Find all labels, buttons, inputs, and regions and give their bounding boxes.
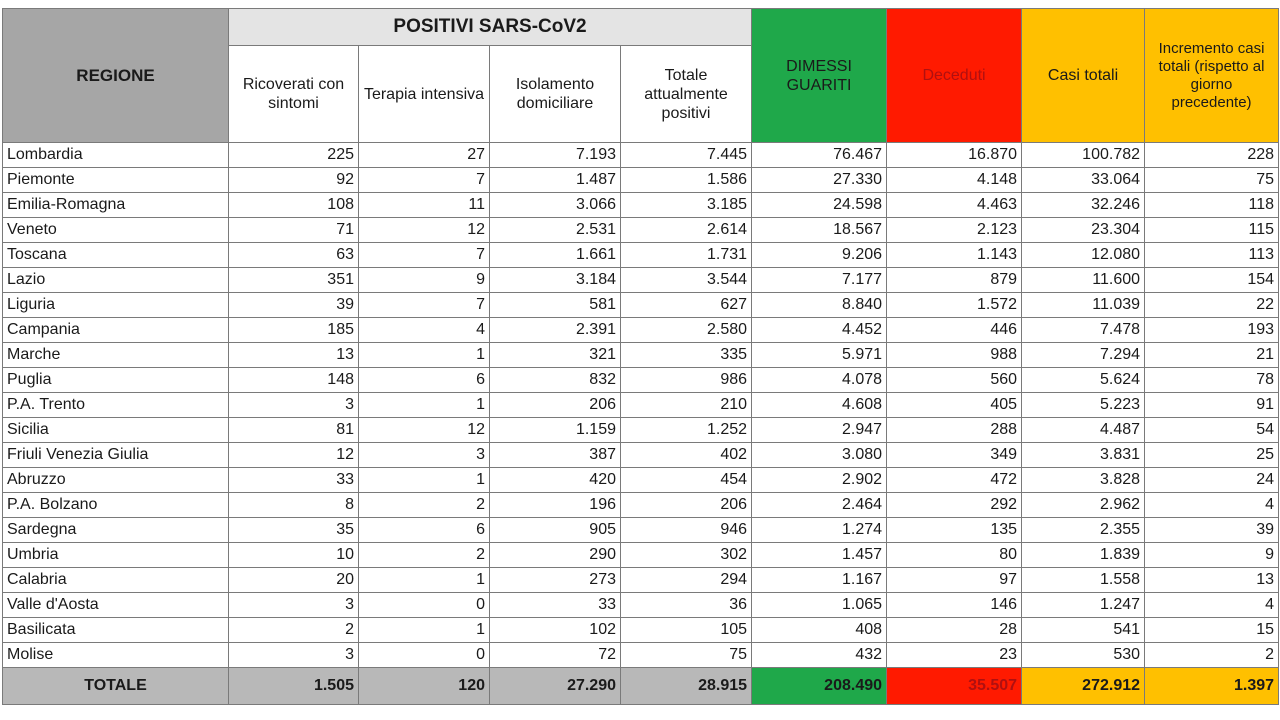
total-isolamento: 27.290 [490, 668, 621, 705]
positivi-cell: 1.252 [621, 418, 752, 443]
header-casi-totali: Casi totali [1022, 9, 1145, 143]
isolamento-cell: 7.193 [490, 143, 621, 168]
region-name: Friuli Venezia Giulia [3, 443, 229, 468]
table-row [3, 493, 1279, 518]
total-dimessi: 208.490 [752, 668, 887, 705]
casi-cell: 7.478 [1022, 318, 1145, 343]
positivi-cell: 986 [621, 368, 752, 393]
ricoverati-cell: 3 [229, 593, 359, 618]
header-positivi-group: POSITIVI SARS-CoV2 [229, 9, 752, 46]
incremento-cell: 39 [1145, 518, 1279, 543]
table-row [3, 318, 1279, 343]
total-terapia: 120 [359, 668, 490, 705]
deceduti-cell: 2.123 [887, 218, 1022, 243]
total-ricoverati: 1.505 [229, 668, 359, 705]
deceduti-cell: 446 [887, 318, 1022, 343]
dimessi-cell: 24.598 [752, 193, 887, 218]
table-row [3, 368, 1279, 393]
isolamento-cell: 581 [490, 293, 621, 318]
table-row [3, 618, 1279, 643]
terapia-cell: 6 [359, 518, 490, 543]
totals-row [3, 668, 1279, 705]
ricoverati-cell: 81 [229, 418, 359, 443]
table-row [3, 518, 1279, 543]
dimessi-cell: 1.274 [752, 518, 887, 543]
ricoverati-cell: 3 [229, 393, 359, 418]
deceduti-cell: 349 [887, 443, 1022, 468]
ricoverati-cell: 351 [229, 268, 359, 293]
isolamento-cell: 321 [490, 343, 621, 368]
dimessi-cell: 432 [752, 643, 887, 668]
region-name: Liguria [3, 293, 229, 318]
terapia-cell: 12 [359, 218, 490, 243]
ricoverati-cell: 8 [229, 493, 359, 518]
table-row [3, 568, 1279, 593]
header-isolamento: Isolamento domiciliare [490, 46, 621, 143]
incremento-cell: 21 [1145, 343, 1279, 368]
deceduti-cell: 1.572 [887, 293, 1022, 318]
ricoverati-cell: 148 [229, 368, 359, 393]
region-name: Campania [3, 318, 229, 343]
incremento-cell: 22 [1145, 293, 1279, 318]
isolamento-cell: 3.184 [490, 268, 621, 293]
incremento-cell: 154 [1145, 268, 1279, 293]
deceduti-cell: 1.143 [887, 243, 1022, 268]
dimessi-cell: 1.065 [752, 593, 887, 618]
total-casi: 272.912 [1022, 668, 1145, 705]
total-positivi: 28.915 [621, 668, 752, 705]
ricoverati-cell: 2 [229, 618, 359, 643]
ricoverati-cell: 33 [229, 468, 359, 493]
terapia-cell: 1 [359, 568, 490, 593]
deceduti-cell: 80 [887, 543, 1022, 568]
positivi-cell: 454 [621, 468, 752, 493]
incremento-cell: 113 [1145, 243, 1279, 268]
dimessi-cell: 2.902 [752, 468, 887, 493]
table-row [3, 343, 1279, 368]
table-row [3, 168, 1279, 193]
isolamento-cell: 1.661 [490, 243, 621, 268]
casi-cell: 2.962 [1022, 493, 1145, 518]
region-name: Piemonte [3, 168, 229, 193]
ricoverati-cell: 39 [229, 293, 359, 318]
dimessi-cell: 5.971 [752, 343, 887, 368]
incremento-cell: 4 [1145, 493, 1279, 518]
header-region: REGIONE [3, 9, 229, 143]
table-body [3, 143, 1279, 668]
deceduti-cell: 97 [887, 568, 1022, 593]
dimessi-cell: 1.457 [752, 543, 887, 568]
positivi-cell: 402 [621, 443, 752, 468]
isolamento-cell: 832 [490, 368, 621, 393]
casi-cell: 541 [1022, 618, 1145, 643]
casi-cell: 530 [1022, 643, 1145, 668]
table-row [3, 143, 1279, 168]
positivi-cell: 627 [621, 293, 752, 318]
table-row [3, 593, 1279, 618]
casi-cell: 11.600 [1022, 268, 1145, 293]
positivi-cell: 3.185 [621, 193, 752, 218]
deceduti-cell: 28 [887, 618, 1022, 643]
isolamento-cell: 1.487 [490, 168, 621, 193]
incremento-cell: 25 [1145, 443, 1279, 468]
region-name: Lombardia [3, 143, 229, 168]
terapia-cell: 1 [359, 343, 490, 368]
dimessi-cell: 76.467 [752, 143, 887, 168]
positivi-cell: 1.586 [621, 168, 752, 193]
casi-cell: 2.355 [1022, 518, 1145, 543]
region-name: Umbria [3, 543, 229, 568]
table-row [3, 218, 1279, 243]
dimessi-cell: 18.567 [752, 218, 887, 243]
region-name: Toscana [3, 243, 229, 268]
positivi-cell: 105 [621, 618, 752, 643]
dimessi-cell: 1.167 [752, 568, 887, 593]
deceduti-cell: 879 [887, 268, 1022, 293]
table-row [3, 243, 1279, 268]
covid-regional-table [2, 8, 1279, 705]
table-row [3, 643, 1279, 668]
terapia-cell: 7 [359, 168, 490, 193]
isolamento-cell: 3.066 [490, 193, 621, 218]
incremento-cell: 13 [1145, 568, 1279, 593]
casi-cell: 5.624 [1022, 368, 1145, 393]
ricoverati-cell: 3 [229, 643, 359, 668]
header-ricoverati: Ricoverati con sintomi [229, 46, 359, 143]
isolamento-cell: 420 [490, 468, 621, 493]
terapia-cell: 9 [359, 268, 490, 293]
incremento-cell: 24 [1145, 468, 1279, 493]
incremento-cell: 193 [1145, 318, 1279, 343]
deceduti-cell: 135 [887, 518, 1022, 543]
casi-cell: 1.558 [1022, 568, 1145, 593]
incremento-cell: 228 [1145, 143, 1279, 168]
deceduti-cell: 23 [887, 643, 1022, 668]
terapia-cell: 27 [359, 143, 490, 168]
header-incremento: Incremento casi totali (rispetto al giorno precedente) [1145, 9, 1279, 143]
terapia-cell: 11 [359, 193, 490, 218]
incremento-cell: 78 [1145, 368, 1279, 393]
ricoverati-cell: 108 [229, 193, 359, 218]
casi-cell: 3.828 [1022, 468, 1145, 493]
deceduti-cell: 16.870 [887, 143, 1022, 168]
total-incremento: 1.397 [1145, 668, 1279, 705]
ricoverati-cell: 20 [229, 568, 359, 593]
region-name: Abruzzo [3, 468, 229, 493]
region-name: Puglia [3, 368, 229, 393]
deceduti-cell: 292 [887, 493, 1022, 518]
casi-cell: 4.487 [1022, 418, 1145, 443]
header-totale-positivi: Totale attualmente positivi [621, 46, 752, 143]
table-row [3, 543, 1279, 568]
terapia-cell: 1 [359, 468, 490, 493]
deceduti-cell: 4.148 [887, 168, 1022, 193]
dimessi-cell: 9.206 [752, 243, 887, 268]
incremento-cell: 54 [1145, 418, 1279, 443]
incremento-cell: 15 [1145, 618, 1279, 643]
casi-cell: 100.782 [1022, 143, 1145, 168]
terapia-cell: 6 [359, 368, 490, 393]
incremento-cell: 118 [1145, 193, 1279, 218]
terapia-cell: 2 [359, 543, 490, 568]
positivi-cell: 206 [621, 493, 752, 518]
casi-cell: 12.080 [1022, 243, 1145, 268]
region-name: Sicilia [3, 418, 229, 443]
dimessi-cell: 408 [752, 618, 887, 643]
casi-cell: 23.304 [1022, 218, 1145, 243]
terapia-cell: 4 [359, 318, 490, 343]
isolamento-cell: 1.159 [490, 418, 621, 443]
casi-cell: 5.223 [1022, 393, 1145, 418]
positivi-cell: 75 [621, 643, 752, 668]
dimessi-cell: 8.840 [752, 293, 887, 318]
region-name: Valle d'Aosta [3, 593, 229, 618]
dimessi-cell: 2.947 [752, 418, 887, 443]
terapia-cell: 1 [359, 393, 490, 418]
positivi-cell: 2.614 [621, 218, 752, 243]
isolamento-cell: 72 [490, 643, 621, 668]
isolamento-cell: 2.531 [490, 218, 621, 243]
dimessi-cell: 4.608 [752, 393, 887, 418]
deceduti-cell: 988 [887, 343, 1022, 368]
region-name: Calabria [3, 568, 229, 593]
total-deceduti: 35.507 [887, 668, 1022, 705]
deceduti-cell: 560 [887, 368, 1022, 393]
deceduti-cell: 288 [887, 418, 1022, 443]
ricoverati-cell: 13 [229, 343, 359, 368]
isolamento-cell: 102 [490, 618, 621, 643]
positivi-cell: 302 [621, 543, 752, 568]
ricoverati-cell: 10 [229, 543, 359, 568]
deceduti-cell: 405 [887, 393, 1022, 418]
terapia-cell: 0 [359, 643, 490, 668]
incremento-cell: 115 [1145, 218, 1279, 243]
ricoverati-cell: 63 [229, 243, 359, 268]
region-name: Molise [3, 643, 229, 668]
positivi-cell: 294 [621, 568, 752, 593]
isolamento-cell: 273 [490, 568, 621, 593]
ricoverati-cell: 35 [229, 518, 359, 543]
isolamento-cell: 387 [490, 443, 621, 468]
terapia-cell: 7 [359, 243, 490, 268]
region-name: P.A. Trento [3, 393, 229, 418]
deceduti-cell: 146 [887, 593, 1022, 618]
ricoverati-cell: 185 [229, 318, 359, 343]
incremento-cell: 91 [1145, 393, 1279, 418]
region-name: Emilia-Romagna [3, 193, 229, 218]
region-name: Lazio [3, 268, 229, 293]
positivi-cell: 210 [621, 393, 752, 418]
region-name: P.A. Bolzano [3, 493, 229, 518]
isolamento-cell: 196 [490, 493, 621, 518]
terapia-cell: 0 [359, 593, 490, 618]
region-name: Marche [3, 343, 229, 368]
casi-cell: 1.247 [1022, 593, 1145, 618]
isolamento-cell: 206 [490, 393, 621, 418]
region-name: Sardegna [3, 518, 229, 543]
casi-cell: 32.246 [1022, 193, 1145, 218]
positivi-cell: 2.580 [621, 318, 752, 343]
ricoverati-cell: 225 [229, 143, 359, 168]
incremento-cell: 75 [1145, 168, 1279, 193]
region-name: Veneto [3, 218, 229, 243]
terapia-cell: 7 [359, 293, 490, 318]
isolamento-cell: 2.391 [490, 318, 621, 343]
incremento-cell: 9 [1145, 543, 1279, 568]
dimessi-cell: 4.078 [752, 368, 887, 393]
table-row [3, 443, 1279, 468]
dimessi-cell: 2.464 [752, 493, 887, 518]
deceduti-cell: 472 [887, 468, 1022, 493]
incremento-cell: 2 [1145, 643, 1279, 668]
dimessi-cell: 27.330 [752, 168, 887, 193]
dimessi-cell: 3.080 [752, 443, 887, 468]
incremento-cell: 4 [1145, 593, 1279, 618]
header-deceduti: Deceduti [887, 9, 1022, 143]
positivi-cell: 36 [621, 593, 752, 618]
isolamento-cell: 905 [490, 518, 621, 543]
ricoverati-cell: 71 [229, 218, 359, 243]
positivi-cell: 7.445 [621, 143, 752, 168]
positivi-cell: 335 [621, 343, 752, 368]
deceduti-cell: 4.463 [887, 193, 1022, 218]
terapia-cell: 12 [359, 418, 490, 443]
dimessi-cell: 7.177 [752, 268, 887, 293]
region-name: Basilicata [3, 618, 229, 643]
casi-cell: 3.831 [1022, 443, 1145, 468]
casi-cell: 7.294 [1022, 343, 1145, 368]
casi-cell: 11.039 [1022, 293, 1145, 318]
table-row [3, 418, 1279, 443]
positivi-cell: 3.544 [621, 268, 752, 293]
terapia-cell: 2 [359, 493, 490, 518]
table-row [3, 468, 1279, 493]
table-row [3, 268, 1279, 293]
header-terapia-intensiva: Terapia intensiva [359, 46, 490, 143]
table-row [3, 193, 1279, 218]
positivi-cell: 1.731 [621, 243, 752, 268]
header-dimessi-guariti: DIMESSI GUARITI [752, 9, 887, 143]
totals-label: TOTALE [3, 668, 229, 705]
terapia-cell: 3 [359, 443, 490, 468]
positivi-cell: 946 [621, 518, 752, 543]
table-row [3, 293, 1279, 318]
terapia-cell: 1 [359, 618, 490, 643]
isolamento-cell: 290 [490, 543, 621, 568]
ricoverati-cell: 92 [229, 168, 359, 193]
isolamento-cell: 33 [490, 593, 621, 618]
table-row [3, 393, 1279, 418]
ricoverati-cell: 12 [229, 443, 359, 468]
dimessi-cell: 4.452 [752, 318, 887, 343]
casi-cell: 33.064 [1022, 168, 1145, 193]
casi-cell: 1.839 [1022, 543, 1145, 568]
